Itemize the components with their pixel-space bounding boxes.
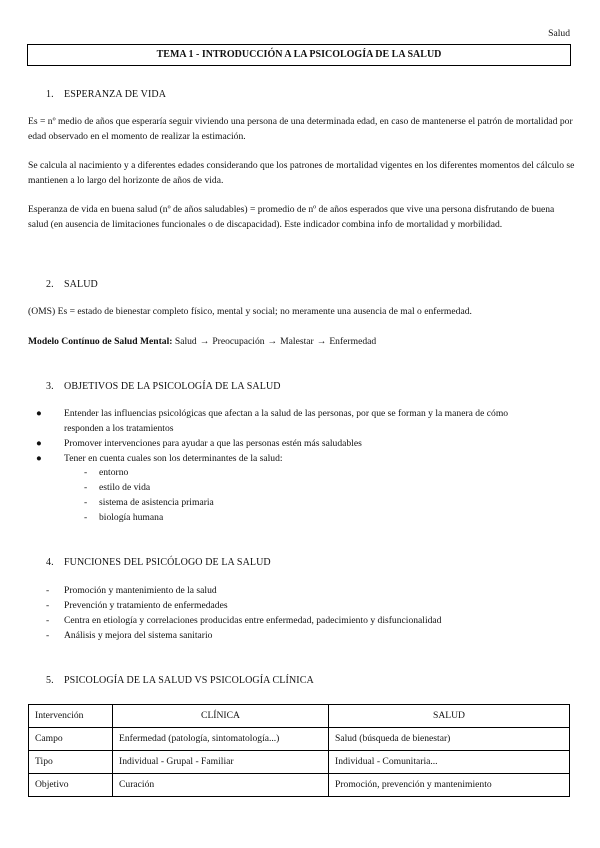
page-header-label: Salud: [548, 28, 570, 39]
model-line: [28, 335, 576, 350]
dash-icon: -: [46, 614, 50, 626]
table-header-cell: Intervención: [29, 705, 113, 728]
table-cell: Promoción, prevención y mantenimiento: [329, 774, 570, 797]
model-label: Modelo Contínuo de Salud Mental:: [28, 336, 173, 347]
model-step: Enfermedad: [329, 336, 377, 347]
dash-icon: -: [84, 467, 88, 479]
list-item: - estilo de vida: [28, 481, 548, 496]
table-cell: Individual - Comunitaria...: [329, 751, 570, 774]
table-cell: Tipo: [29, 751, 113, 774]
dash-icon: -: [84, 497, 88, 509]
dash-icon: -: [46, 599, 50, 611]
model-step: Malestar: [280, 336, 314, 347]
table-row: [29, 751, 570, 774]
section-1-heading: [46, 87, 166, 103]
dash-icon: -: [84, 482, 88, 494]
section-5-heading: [46, 673, 314, 689]
section-title: FUNCIONES DEL PSICÓLOGO DE LA SALUD: [64, 557, 271, 568]
functions-list: [28, 584, 558, 643]
paragraph: Esperanza de vida en buena salud (nº de años saludables) = promedio de nº de años esperados que vive una persona disfrutando de buena salud (en ausencia de limitaciones funcionales o de discapacidad). Este indicador combina info de mortalidad y morbilidad.: [28, 204, 555, 230]
list-item: - biología humana: [28, 511, 548, 526]
model-step: Salud: [174, 336, 197, 347]
section-2-heading: [46, 277, 98, 293]
section-3-heading: [46, 379, 281, 395]
document-title: TEMA 1 - INTRODUCCIÓN A LA PSICOLOGÍA DE LA SALUD: [27, 44, 571, 66]
section-title: OBJETIVOS DE LA PSICOLOGÍA DE LA SALUD: [64, 381, 281, 392]
objectives-list: [28, 407, 548, 526]
section-title: PSICOLOGÍA DE LA SALUD VS PSICOLOGÍA CLÍNICA: [64, 675, 314, 686]
arrow-icon: →: [199, 336, 210, 347]
comparison-table: [28, 704, 570, 797]
bullet-icon: ●: [36, 452, 42, 464]
table-header-cell: SALUD: [329, 705, 570, 728]
paragraph: Se calcula al nacimiento y a diferentes edades considerando que los patrones de mortalidad vigentes en los diferentes momentos del cálculo se mantienen a lo largo del horizonte de años de vida.: [28, 160, 575, 186]
table-header-cell: CLÍNICA: [113, 705, 329, 728]
list-item: - entorno: [28, 466, 548, 481]
arrow-icon: →: [267, 336, 278, 347]
section-number: 4.: [46, 557, 54, 568]
dash-icon: -: [84, 512, 88, 524]
dash-icon: -: [46, 629, 50, 641]
section-number: 1.: [46, 89, 54, 100]
table-row: [29, 774, 570, 797]
bullet-icon: ●: [36, 437, 42, 449]
table-row: [29, 728, 570, 751]
arrow-icon: →: [316, 336, 327, 347]
paragraph: Es = nº medio de años que esperaría seguir viviendo una persona de una determinada edad, en caso de mantenerse el patrón de mortalidad por edad observado en el momento de realizar la estimación.: [28, 116, 573, 142]
list-item: - Análisis y mejora del sistema sanitario: [28, 629, 558, 644]
oms-definition: (OMS) Es = estado de bienestar completo físico, mental y social; no meramente una ausencia de mal o enfermedad.: [28, 306, 472, 317]
model-step: Preocupación: [212, 336, 265, 347]
bullet-icon: ●: [36, 408, 42, 419]
list-item: - Prevención y tratamiento de enfermedades: [28, 599, 558, 614]
table-cell: Enfermedad (patología, sintomatología...): [113, 728, 329, 751]
section-number: 3.: [46, 381, 54, 392]
table-cell: Individual - Grupal - Familiar: [113, 751, 329, 774]
table-cell: Campo: [29, 728, 113, 751]
section-title: SALUD: [64, 279, 98, 290]
dash-icon: -: [46, 585, 50, 596]
list-item: ● Tener en cuenta cuales son los determinantes de la salud:: [28, 452, 548, 467]
section-number: 5.: [46, 675, 54, 686]
list-item: - sistema de asistencia primaria: [28, 496, 548, 511]
list-item: - Promoción y mantenimiento de la salud: [28, 584, 558, 599]
section-number: 2.: [46, 279, 54, 290]
table-cell: Curación: [113, 774, 329, 797]
section-4-heading: [46, 555, 271, 571]
list-item: - Centra en etiología y correlaciones producidas entre enfermedad, padecimiento y disfuncionalidad: [28, 614, 558, 629]
table-cell: Objetivo: [29, 774, 113, 797]
list-item: ● Promover intervenciones para ayudar a que las personas estén más saludables: [28, 437, 548, 452]
determinants-list: [28, 466, 548, 525]
table-cell: Salud (búsqueda de bienestar): [329, 728, 570, 751]
list-item: ● Entender las influencias psicológicas que afectan a la salud de las personas, por que se forman y la manera de cómo responden a los tratamientos: [36, 408, 509, 434]
section-title: ESPERANZA DE VIDA: [64, 89, 167, 100]
table-header-row: [29, 705, 570, 728]
